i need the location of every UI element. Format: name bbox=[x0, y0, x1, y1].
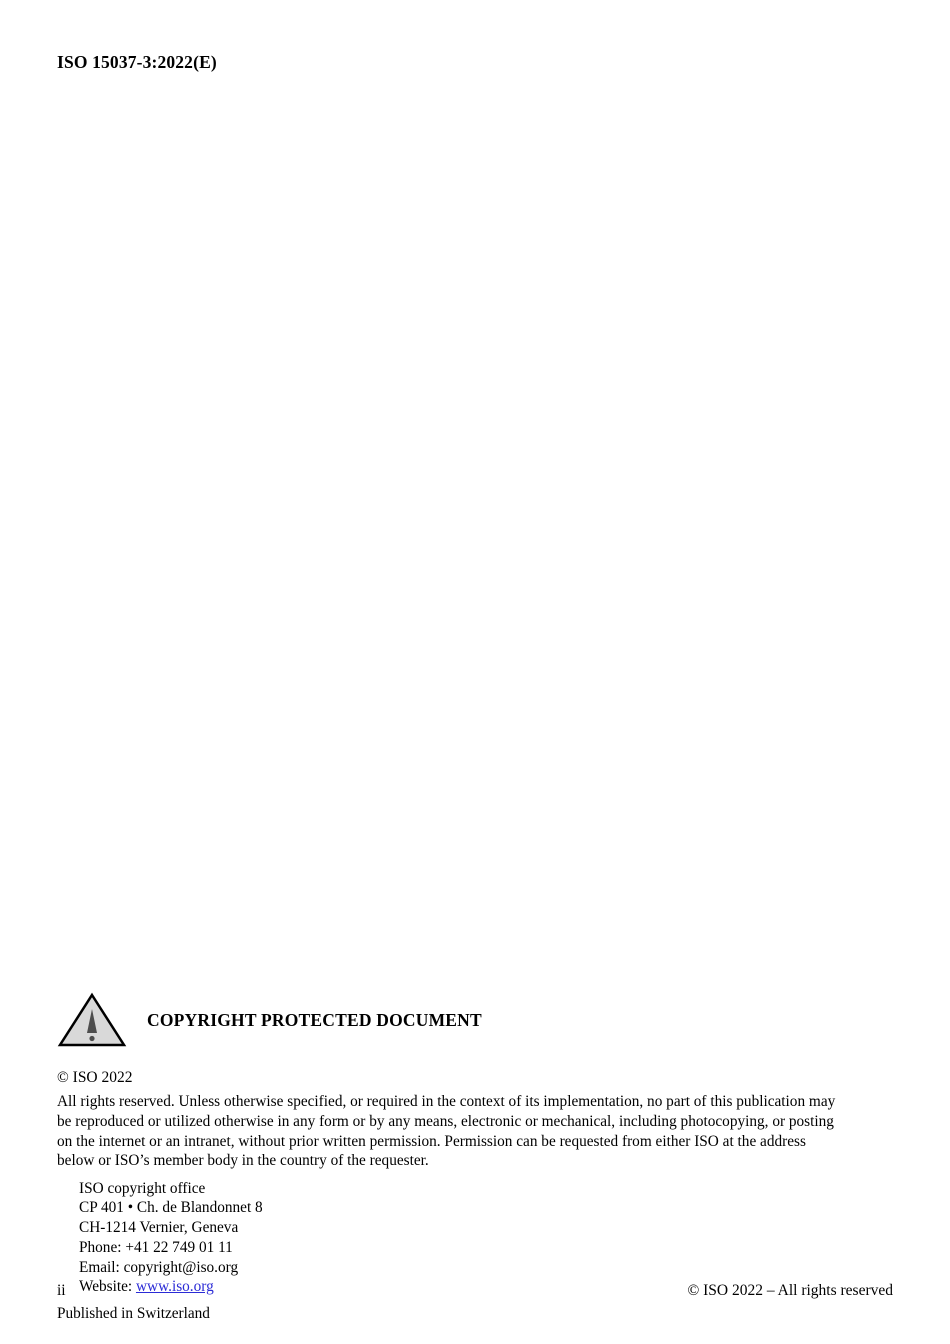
address-line: Email: copyright@iso.org bbox=[79, 1258, 239, 1276]
address-line: CP 401 • Ch. de Blandonnet 8 bbox=[79, 1199, 263, 1217]
website-label: Website: bbox=[79, 1278, 136, 1296]
copyright-year: © ISO 2022 bbox=[57, 1069, 133, 1086]
copyright-body-text: All rights reserved. Unless otherwise specified, or required in the context of its implementation, no part of this publication may be reproduced or utilized otherwise in any form or by any means, electronic or mechanical, including photocopying, or posting on the internet or an intranet, without prior written permission. Permission can be requested from either ISO at the address below or ISO’s member body in the country of the requester. bbox=[57, 1093, 836, 1170]
address-line: Phone: +41 22 749 01 11 bbox=[79, 1238, 233, 1256]
footer-page-number: ii bbox=[57, 1282, 66, 1299]
page-title: ISO 15037-3:2022(E) bbox=[57, 52, 217, 72]
copyright-office-address bbox=[79, 1179, 847, 1297]
warning-triangle-icon bbox=[57, 992, 127, 1048]
copyright-title-row bbox=[57, 992, 847, 1048]
copyright-notice bbox=[57, 992, 847, 1323]
copyright-title: COPYRIGHT PROTECTED DOCUMENT bbox=[147, 1009, 482, 1030]
published-in: Published in Switzerland bbox=[57, 1305, 210, 1322]
footer-rights: © ISO 2022 – All rights reserved bbox=[687, 1282, 893, 1299]
address-line: ISO copyright office bbox=[79, 1179, 206, 1197]
iso-website-link[interactable]: www.iso.org bbox=[135, 1278, 214, 1296]
address-line: CH-1214 Vernier, Geneva bbox=[79, 1219, 239, 1237]
